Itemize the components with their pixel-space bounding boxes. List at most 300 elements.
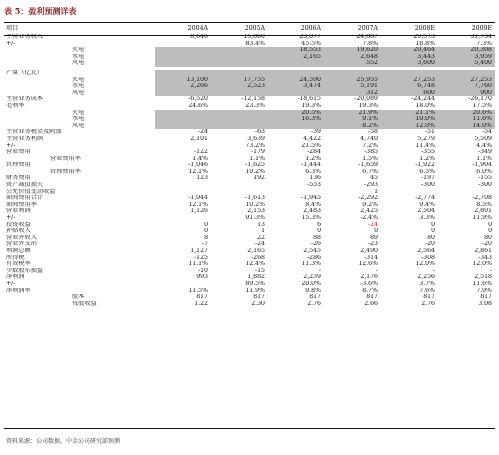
header-year: 2004A <box>187 24 208 32</box>
value-cell: 73.2% <box>245 142 265 149</box>
value-cell: -179 <box>251 149 265 156</box>
value-cell: 11.4% <box>415 142 435 149</box>
value-cell: -1,613 <box>245 195 265 202</box>
value-cell: -122 <box>194 149 208 156</box>
value-cell <box>211 182 268 189</box>
value-cell: 19.3% <box>358 102 378 109</box>
value-cell: 12.1% <box>188 168 208 175</box>
value-cell <box>155 70 211 77</box>
row-label: 净利润率 <box>6 287 31 294</box>
table-row <box>4 235 495 242</box>
row-label: 补贴收入 <box>6 228 31 235</box>
table-row <box>4 169 495 176</box>
value-cell: 0 <box>374 228 378 235</box>
value-cell: 2,648 <box>324 54 381 61</box>
value-cell <box>211 54 268 61</box>
value-cell: -300 <box>421 182 435 189</box>
row-label: +/- <box>6 40 16 47</box>
table-row <box>4 195 495 202</box>
value-cell: -51 <box>425 129 435 136</box>
value-cell: -2.4% <box>360 215 378 222</box>
value-cell: 0 <box>204 228 208 235</box>
value-cell: 23.3% <box>245 102 265 109</box>
value-cell: 45 <box>370 175 378 182</box>
value-cell: 24,887 <box>356 34 378 40</box>
value-cell: 12.4% <box>245 261 265 268</box>
value-cell <box>211 110 268 117</box>
value-cell: 5,509 <box>474 135 492 142</box>
value-cell: -343 <box>478 254 492 261</box>
value-cell: 20.6% <box>438 110 495 117</box>
value-cell: 5,191 <box>324 83 381 90</box>
value-cell: 14.0% <box>438 123 495 130</box>
value-cell <box>155 215 211 222</box>
table-row <box>4 110 495 117</box>
value-cell: 9.4% <box>419 201 435 208</box>
value-cell: -1,904 <box>472 162 492 169</box>
value-cell <box>268 189 324 196</box>
value-cell: 312 <box>324 90 381 97</box>
table-row <box>4 143 495 150</box>
value-cell: -293 <box>364 182 378 189</box>
table-row <box>4 182 495 189</box>
header-year: 2009E <box>471 24 492 32</box>
table-row <box>4 116 495 123</box>
table-row <box>4 156 495 163</box>
value-cell: -12,158 <box>241 96 265 103</box>
row-label: +/- <box>6 142 16 149</box>
value-cell: 1.22 <box>194 300 208 307</box>
value-cell: 3,474 <box>268 83 324 90</box>
value-cell: 91.3% <box>245 215 265 222</box>
row-label: 每股收益 <box>72 300 97 307</box>
value-cell: 5,279 <box>417 135 435 142</box>
value-cell <box>155 110 211 117</box>
row-label: 主营业务税金及附加 <box>6 129 62 136</box>
value-cell: 2,256 <box>417 274 435 281</box>
value-cell: 11.3% <box>301 261 321 268</box>
value-cell: 2,504 <box>417 208 435 215</box>
value-cell: 18,553 <box>268 47 324 54</box>
table-row <box>4 255 495 262</box>
value-cell: 4.4% <box>476 142 492 149</box>
value-cell: -20 <box>425 241 435 248</box>
value-cell: 80 <box>427 234 435 241</box>
value-cell: -284 <box>307 149 321 156</box>
value-cell: 12.0% <box>472 261 492 268</box>
value-cell: 15,860 <box>243 34 265 40</box>
value-cell: 31,734 <box>470 34 492 40</box>
value-cell: 9.1% <box>324 116 381 123</box>
value-cell: 0 <box>204 221 208 228</box>
value-cell: 24,590 <box>268 77 324 84</box>
value-cell <box>268 123 324 130</box>
value-cell: 1.2% <box>419 155 435 162</box>
table-row <box>4 202 495 209</box>
value-cell: 80 <box>484 234 492 241</box>
table-row <box>4 301 495 308</box>
row-label: 有效税率 <box>6 261 31 268</box>
value-cell: -385 <box>364 149 378 156</box>
row-label: 公允价值变动收益 <box>6 188 56 195</box>
table-row <box>4 248 495 255</box>
row-label: 营业外支出 <box>6 241 37 248</box>
row-label: 营业费用率 <box>50 155 81 162</box>
value-cell: -553 <box>307 182 321 189</box>
value-cell: -1,945 <box>301 195 321 202</box>
value-cell: 11.6% <box>438 116 495 123</box>
value-cell: -58 <box>368 129 378 136</box>
value-cell: 2.76 <box>421 300 435 307</box>
value-cell: 11.9% <box>472 215 492 222</box>
value-cell: 2,259 <box>303 274 321 281</box>
value-cell <box>155 143 211 150</box>
header-item: 项目 <box>6 24 19 32</box>
row-label: 水电 <box>4 54 155 61</box>
source-note: 资料来源：公司数据，中金公司研究部预测 <box>6 438 121 445</box>
value-cell: 13 <box>257 221 265 228</box>
value-cell: 1 <box>374 188 378 195</box>
value-cell: -308 <box>421 254 435 261</box>
value-cell: 2.66 <box>364 300 378 307</box>
value-cell: 3.7% <box>419 280 435 287</box>
row-label: 利润总额 <box>6 248 31 254</box>
value-cell: 3,600 <box>381 60 438 67</box>
value-cell: 0 <box>431 228 435 235</box>
value-cell: 29,573 <box>413 34 435 40</box>
value-cell <box>155 54 211 61</box>
value-cell: -349 <box>478 149 492 156</box>
row-label: 资产减值损失 <box>6 182 44 189</box>
value-cell <box>324 70 381 77</box>
table-row <box>4 60 495 67</box>
value-cell: 8,646 <box>190 34 208 40</box>
value-cell: - <box>318 267 321 274</box>
value-cell: 2,801 <box>474 208 492 215</box>
value-cell <box>268 90 324 97</box>
value-cell: 2,545 <box>303 248 321 254</box>
table-row <box>4 189 495 196</box>
value-cell: -286 <box>307 254 321 261</box>
value-cell: 88 <box>313 234 321 241</box>
value-cell: 3,639 <box>247 135 265 142</box>
header-year: 2005A <box>244 24 265 32</box>
value-cell: 1.1% <box>476 155 492 162</box>
value-cell: 2.30 <box>251 300 265 307</box>
value-cell: 21.9% <box>324 110 381 117</box>
value-cell: -24 <box>368 221 378 228</box>
value-cell: 3,443 <box>381 54 438 61</box>
value-cell: -24 <box>198 129 208 136</box>
value-cell: 12.0% <box>415 261 435 268</box>
value-cell: 6.5% <box>419 168 435 175</box>
value-cell: 22 <box>257 234 265 241</box>
value-cell: 1.1% <box>249 155 265 162</box>
value-cell: 89 <box>370 234 378 241</box>
value-cell: -314 <box>364 254 378 261</box>
value-cell: -26,170 <box>468 96 492 103</box>
row-label: 股本 <box>72 294 85 301</box>
value-cell: 2,266 <box>155 83 211 90</box>
value-cell: 2,564 <box>417 248 435 254</box>
value-cell: 1,127 <box>190 248 208 254</box>
value-cell: 45.5% <box>301 40 321 47</box>
value-cell: 0 <box>431 221 435 228</box>
row-label: 期间费用率 <box>6 201 37 208</box>
value-cell <box>155 116 211 123</box>
top-rule <box>4 22 495 23</box>
table-row <box>4 149 495 156</box>
value-cell: 9.8% <box>305 287 321 294</box>
table-row <box>4 288 495 295</box>
row-label: 管理费用 <box>6 162 31 169</box>
table-row <box>4 34 495 41</box>
value-cell: -1,922 <box>415 162 435 169</box>
value-cell: -1,044 <box>188 195 208 202</box>
row-label: 期间费用合计 <box>6 195 44 202</box>
value-cell: 8.5% <box>476 201 492 208</box>
table-row <box>4 261 495 268</box>
table-row <box>4 77 495 84</box>
value-cell: -300 <box>478 182 492 189</box>
value-cell: -1,625 <box>245 162 265 169</box>
value-cell: 8.7% <box>362 287 378 294</box>
row-label: 风电 <box>4 60 155 67</box>
value-cell: 20.5% <box>268 110 324 117</box>
table-row <box>4 129 495 136</box>
value-cell: -355 <box>421 149 435 156</box>
table-row <box>4 274 495 281</box>
header-year: 2007A <box>357 24 378 32</box>
value-cell: 4,740 <box>360 135 378 142</box>
value-cell: 7.8% <box>362 40 378 47</box>
header-year: 2006A <box>300 24 321 32</box>
value-cell <box>155 123 211 130</box>
value-cell: 1,882 <box>247 274 265 281</box>
value-cell: 9.2% <box>362 201 378 208</box>
value-cell: -1,046 <box>188 162 208 169</box>
table-row <box>4 103 495 110</box>
value-cell: -6,520 <box>188 96 208 103</box>
value-cell: 15.3% <box>301 215 321 222</box>
value-cell: 10.0% <box>381 116 438 123</box>
value-cell: 20,464 <box>381 47 438 54</box>
value-cell <box>381 189 438 196</box>
value-cell: -268 <box>251 254 265 261</box>
value-cell: -10 <box>198 267 208 274</box>
value-cell: 17,755 <box>211 77 268 84</box>
value-cell: - <box>489 267 492 274</box>
value-cell: -197 <box>421 175 435 182</box>
table-row <box>4 123 495 130</box>
value-cell: - <box>432 267 435 274</box>
value-cell: 817 <box>253 294 265 301</box>
value-cell: 11.5% <box>188 287 208 294</box>
row-label: 水电 <box>4 116 155 123</box>
value-cell: 6 <box>317 221 321 228</box>
value-cell: 1 <box>261 228 265 235</box>
value-cell: 600 <box>381 90 438 97</box>
value-cell: 21.5% <box>301 142 321 149</box>
table-row <box>4 241 495 248</box>
value-cell: 2,165 <box>247 248 265 254</box>
row-label: 营业利润 <box>6 208 31 215</box>
value-cell: 7,760 <box>438 83 495 90</box>
value-cell <box>211 116 268 123</box>
value-cell: 2,101 <box>190 135 208 142</box>
value-cell: 11.9% <box>245 287 265 294</box>
value-cell: 19.3% <box>301 102 321 109</box>
value-cell <box>268 70 324 77</box>
value-cell: 0 <box>317 228 321 235</box>
value-cell: 6.0% <box>476 168 492 175</box>
row-label: 风电 <box>4 123 155 130</box>
value-cell: 7.3% <box>476 40 492 47</box>
value-cell: -20,089 <box>354 96 378 103</box>
value-cell: 8.2% <box>324 123 381 130</box>
value-cell: 817 <box>309 294 321 301</box>
value-cell: -2,774 <box>415 195 435 202</box>
table-row <box>4 268 495 275</box>
value-cell <box>155 189 211 196</box>
row-label: 营业外收入 <box>6 234 37 241</box>
value-cell <box>155 90 211 97</box>
earnings-forecast-table <box>4 24 495 307</box>
row-label: 火电 <box>4 47 155 54</box>
value-cell: -63 <box>255 129 265 136</box>
value-cell: -39 <box>311 129 321 136</box>
value-cell: 552 <box>324 60 381 67</box>
value-cell: -18,615 <box>297 96 321 103</box>
table-row <box>4 70 495 77</box>
value-cell: -3.6% <box>360 280 378 287</box>
value-cell: 1.5% <box>362 155 378 162</box>
value-cell: 7.9% <box>476 287 492 294</box>
value-cell: 6.3% <box>305 168 321 175</box>
row-label: 净利润 <box>6 274 25 281</box>
table-row <box>4 47 495 54</box>
value-cell: -24,244 <box>411 96 435 103</box>
value-cell: -54 <box>482 129 492 136</box>
value-cell: 2,153 <box>247 208 265 215</box>
value-cell: 0 <box>488 221 492 228</box>
value-cell: 4,422 <box>303 135 321 142</box>
table-row <box>4 228 495 235</box>
value-cell: 192 <box>253 175 265 182</box>
value-cell <box>155 41 211 48</box>
value-cell: 817 <box>480 294 492 301</box>
value-cell: 2,523 <box>211 83 268 90</box>
value-cell <box>155 182 211 189</box>
value-cell <box>381 70 438 77</box>
value-cell <box>211 60 268 67</box>
table-row <box>4 294 495 301</box>
value-cell: 89.5% <box>245 280 265 287</box>
value-cell: 2,861 <box>474 248 492 254</box>
value-cell: 11.1% <box>188 261 208 268</box>
value-cell: -2,708 <box>472 195 492 202</box>
header-year: 2008E <box>414 24 435 32</box>
value-cell: 2.76 <box>307 300 321 307</box>
row-label: 主营业务成本 <box>6 96 44 103</box>
value-cell: -1,444 <box>301 162 321 169</box>
value-cell <box>268 60 324 67</box>
value-cell: -125 <box>194 254 208 261</box>
row-label: 所得税 <box>6 254 25 261</box>
row-label: 风电 <box>4 90 155 97</box>
row-label: +/- <box>6 280 16 287</box>
value-cell: 3.08 <box>478 300 492 307</box>
value-cell: 83.4% <box>245 40 265 47</box>
value-cell <box>211 70 268 77</box>
value-cell: 12.0% <box>381 123 438 130</box>
value-cell: 19,620 <box>324 47 381 54</box>
value-cell: 2,176 <box>360 274 378 281</box>
table-row <box>4 162 495 169</box>
value-cell: - <box>375 267 378 274</box>
header-row <box>4 24 495 34</box>
value-cell <box>211 189 268 196</box>
bottom-rule <box>4 428 495 429</box>
table-row <box>4 54 495 61</box>
value-cell: 8.4% <box>305 201 321 208</box>
table-row <box>4 281 495 288</box>
value-cell: 7.6% <box>419 287 435 294</box>
value-cell: 2,425 <box>360 208 378 215</box>
row-label: 毛利率 <box>6 102 25 109</box>
value-cell: 21.1% <box>381 110 438 117</box>
value-cell <box>211 123 268 130</box>
value-cell: 18.0% <box>415 102 435 109</box>
value-cell: 27,253 <box>381 77 438 84</box>
value-cell: 6,748 <box>381 83 438 90</box>
value-cell: -20 <box>482 241 492 248</box>
value-cell: 2,518 <box>474 274 492 281</box>
table-row <box>4 96 495 103</box>
row-label: 水电 <box>4 83 155 90</box>
value-cell: -15 <box>255 267 265 274</box>
value-cell: 10.2% <box>245 168 265 175</box>
row-label: 主营业务收入 <box>6 34 44 40</box>
value-cell: 12.6% <box>358 261 378 268</box>
row-label: 营业费用 <box>6 149 31 156</box>
value-cell: 123 <box>196 175 208 182</box>
value-cell: 7.2% <box>362 142 378 149</box>
table-row <box>4 90 495 97</box>
value-cell: 18.8% <box>415 40 435 47</box>
value-cell <box>155 281 211 288</box>
value-cell: 1,126 <box>190 208 208 215</box>
value-cell: 1.2% <box>305 155 321 162</box>
value-cell: 13,100 <box>155 77 211 84</box>
table-row <box>4 175 495 182</box>
value-cell: 3.3% <box>419 215 435 222</box>
table-row <box>4 136 495 143</box>
value-cell: 993 <box>196 274 208 281</box>
value-cell: 25,955 <box>324 77 381 84</box>
value-cell: 5,400 <box>438 60 495 67</box>
row-label: 主营业务利润 <box>6 135 44 142</box>
value-cell: 3,959 <box>438 54 495 61</box>
value-cell: 1.4% <box>192 155 208 162</box>
value-cell: 2,490 <box>360 248 378 254</box>
table-row <box>4 222 495 229</box>
value-cell: -23 <box>368 241 378 248</box>
row-label: 管理费用率 <box>50 168 81 175</box>
value-cell <box>211 90 268 97</box>
value-cell: 27,253 <box>438 77 495 84</box>
value-cell: 6.7% <box>362 168 378 175</box>
